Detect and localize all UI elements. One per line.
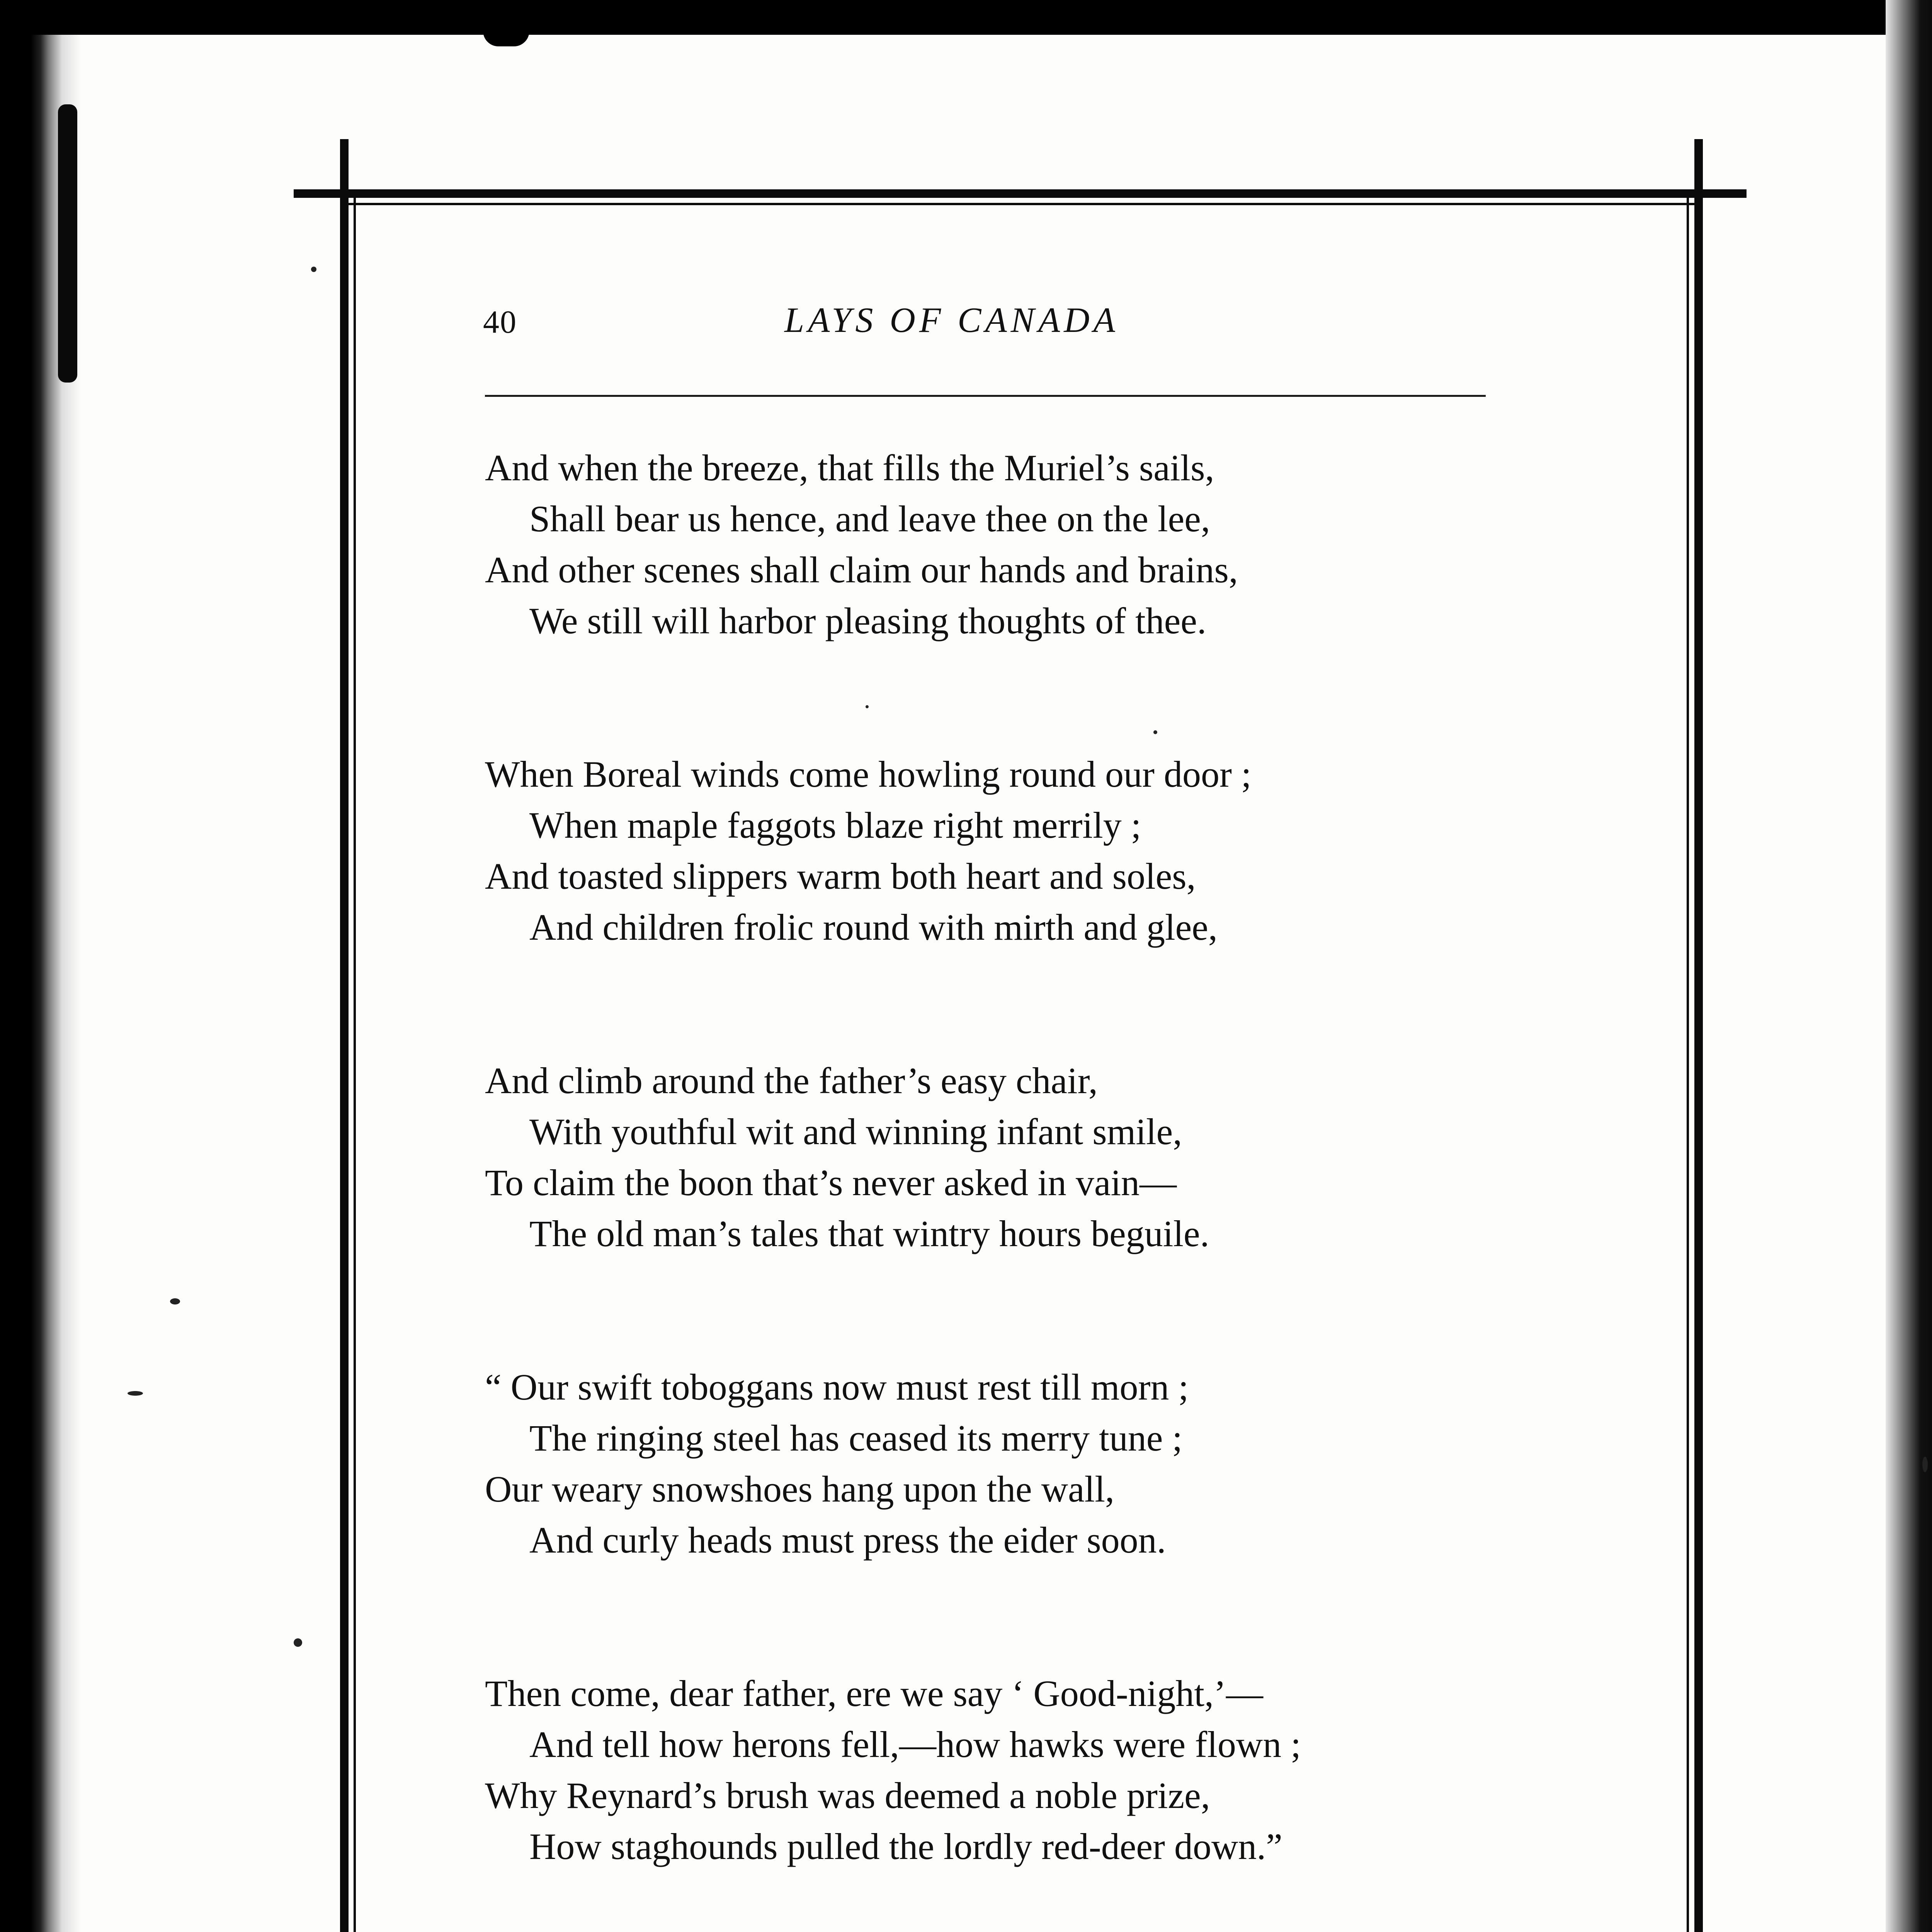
scan-speck bbox=[1153, 730, 1157, 734]
poem-line: Then come, dear father, ere we say ‘ Good-night,’— bbox=[485, 1673, 1263, 1714]
scan-speck bbox=[294, 1638, 302, 1647]
scan-right-border bbox=[1886, 0, 1932, 1932]
poem-line: And children frolic round with mirth and glee, bbox=[529, 906, 1218, 948]
poem-line: How staghounds pulled the lordly red-deer down.” bbox=[529, 1826, 1282, 1867]
poem-line: With youthful wit and winning infant smile, bbox=[529, 1111, 1182, 1152]
poem-line: “ Our swift toboggans now must rest till morn ; bbox=[485, 1366, 1189, 1408]
running-title: LAYS OF CANADA bbox=[784, 300, 1119, 340]
page-number: 40 bbox=[483, 304, 517, 340]
frame-top-inner-rule bbox=[340, 203, 1700, 205]
stanza bbox=[485, 1055, 1683, 1259]
binding-mark bbox=[58, 104, 77, 383]
poem-line: Why Reynard’s brush was deemed a noble prize, bbox=[485, 1775, 1210, 1816]
stanza bbox=[485, 1362, 1683, 1566]
poem-line: And tell how herons fell,—how hawks were flown ; bbox=[529, 1724, 1301, 1765]
poem-line: Our weary snowshoes hang upon the wall, bbox=[485, 1468, 1114, 1510]
frame-right-rule bbox=[1694, 139, 1703, 1932]
poem-line: The old man’s tales that wintry hours beguile. bbox=[529, 1213, 1209, 1254]
poem-line: And other scenes shall claim our hands and brains, bbox=[485, 549, 1238, 590]
frame-left-rule bbox=[340, 139, 349, 1932]
scan-speck bbox=[170, 1298, 180, 1304]
stanza bbox=[485, 749, 1683, 953]
header-rule bbox=[485, 395, 1486, 397]
scan-speck bbox=[311, 267, 316, 272]
poem-line: Shall bear us hence, and leave thee on the lee, bbox=[529, 498, 1210, 539]
poem-line: And toasted slippers warm both heart and soles, bbox=[485, 855, 1196, 897]
poem-line: To claim the boon that’s never asked in vain— bbox=[485, 1162, 1177, 1203]
poem-line: We still will harbor pleasing thoughts of thee. bbox=[529, 600, 1206, 641]
poem-line: And curly heads must press the eider soon. bbox=[529, 1519, 1166, 1561]
frame-left-inner-rule bbox=[354, 189, 356, 1932]
scan-top-tab bbox=[483, 27, 529, 46]
scan-speck bbox=[128, 1391, 143, 1396]
scan-speck bbox=[1922, 1457, 1928, 1472]
frame-top-rule bbox=[294, 189, 1747, 198]
poem-line: When maple faggots blaze right merrily ; bbox=[529, 804, 1141, 846]
poem-line: When Boreal winds come howling round our door ; bbox=[485, 753, 1252, 795]
scan-speck bbox=[866, 705, 869, 708]
poem-line: And climb around the father’s easy chair, bbox=[485, 1060, 1098, 1101]
scan-top-border bbox=[0, 0, 1932, 35]
stanza bbox=[485, 442, 1683, 646]
poem-line: And when the breeze, that fills the Muriel’s sails, bbox=[485, 447, 1214, 488]
stanza bbox=[485, 1668, 1683, 1872]
poem-line: The ringing steel has ceased its merry tune ; bbox=[529, 1417, 1183, 1459]
frame-right-inner-rule bbox=[1687, 189, 1689, 1932]
poem bbox=[485, 442, 1683, 1932]
